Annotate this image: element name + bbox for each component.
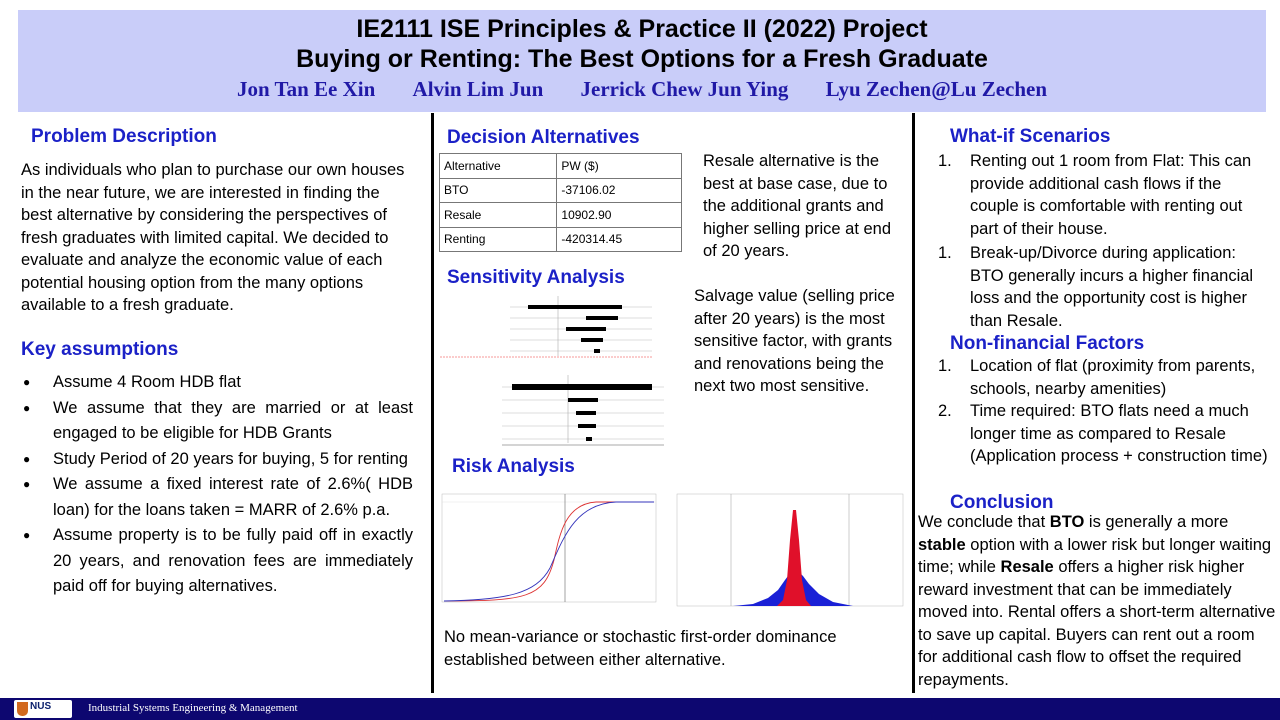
department-name: Industrial Systems Engineering & Management <box>88 702 298 714</box>
table-header-cell: Alternative <box>440 154 557 179</box>
risk-analysis-heading: Risk Analysis <box>452 456 575 477</box>
decision-note: Resale alternative is the best at base case, due to the additional grants and higher selling price at end of 20 years. <box>703 152 892 260</box>
table-row <box>440 178 682 203</box>
poster-header <box>18 10 1266 112</box>
list-number: 2. <box>938 402 952 420</box>
list-item-text: Location of flat (proximity from parents, schools, nearby amenities) <box>970 357 1256 398</box>
author-name: Lyu Zechen@Lu Zechen <box>825 77 1048 101</box>
table-cell: -420314.45 <box>557 227 682 252</box>
list-item-text: Renting out 1 room from Flat: This can provide additional cash flows if the couple is comfortable with renting out part of their house. <box>970 152 1252 238</box>
what-if-list <box>936 150 1274 332</box>
list-number: 1. <box>938 152 952 170</box>
sensitivity-analysis-heading: Sensitivity Analysis <box>447 267 625 288</box>
table-row <box>440 227 682 252</box>
conclusion-fragment: We conclude that <box>918 513 1050 531</box>
conclusion-text <box>918 511 1276 691</box>
tornado-chart-graphic <box>436 290 668 368</box>
tornado-chart-resale <box>448 369 674 457</box>
assumptions-list <box>21 370 413 600</box>
conclusion-emphasis: BTO <box>1049 513 1085 531</box>
column-divider <box>431 113 434 693</box>
list-item-text: Break-up/Divorce during application: BTO generally incurs a higher financial loss and the opportunity cost is higher than Resale. <box>970 244 1254 330</box>
list-number: 1. <box>938 244 952 262</box>
conclusion-emphasis: stable <box>918 535 966 554</box>
list-item: ● We assume that they are married or at least engaged to be eligible for HDB Grants <box>21 396 413 447</box>
list-item <box>936 355 1276 400</box>
table-cell: -37106.02 <box>557 178 682 203</box>
list-item <box>936 400 1276 468</box>
author-name: Jerrick Chew Jun Ying <box>580 77 789 101</box>
tornado-chart-bto <box>436 290 668 368</box>
conclusion-emphasis: Resale <box>1000 558 1054 576</box>
problem-description-text: As individuals who plan to purchase our own houses in the near future, we are interested in finding the best alternative by considering the perspectives of fresh graduates with limited capital. We decided to evaluate and analyze the economic value of each potential housing option from the many options available to a fresh graduate. <box>21 161 405 314</box>
nus-logo <box>14 700 72 718</box>
conclusion-heading: Conclusion <box>950 492 1054 513</box>
key-assumptions-heading: Key assumptions <box>21 339 179 360</box>
histogram-distribution-chart <box>673 480 905 610</box>
conclusion-fragment: is generally a more <box>1084 513 1229 531</box>
list-item: ● We assume a fixed interest rate of 2.6%( HDB loan) for the loans taken = MARR of 2.6% p.a. <box>21 472 413 523</box>
conclusion-fragment: offers a higher risk higher reward investment that can be immediately moved into. Rental offers a short-term alternative to save up capital. Buyers can rent out a room for additional cash flow to offset the required repayments. <box>918 558 1276 689</box>
list-item <box>936 150 1274 240</box>
sensitivity-note: Salvage value (selling price after 20 years) is the most sensitive factor, with grants and renovations being the next two most sensitive. <box>694 287 895 395</box>
problem-description-heading: Problem Description <box>31 126 217 147</box>
author-list <box>18 74 1266 104</box>
histogram-chart-graphic <box>673 480 905 610</box>
logo-text: NUS <box>30 701 52 712</box>
alternatives-table <box>439 153 682 252</box>
table-header-cell: PW ($) <box>557 154 682 179</box>
poster-title-line2: Buying or Renting: The Best Options for a Fresh Graduate <box>296 45 988 73</box>
cdf-chart-graphic <box>436 480 662 610</box>
table-row <box>440 203 682 228</box>
what-if-heading: What-if Scenarios <box>950 126 1111 147</box>
non-financial-list <box>936 355 1276 468</box>
tornado-chart-graphic <box>448 369 674 457</box>
poster-title-line1: IE2111 ISE Principles & Practice II (2022) Project <box>356 15 928 43</box>
cdf-distribution-chart <box>436 480 662 610</box>
table-cell: 10902.90 <box>557 203 682 228</box>
table-header-row <box>440 154 682 179</box>
risk-note: No mean-variance or stochastic first-order dominance established between either alternative. <box>444 628 837 669</box>
non-financial-heading: Non-financial Factors <box>950 333 1145 354</box>
author-name: Alvin Lim Jun <box>412 77 544 101</box>
table-cell: Resale <box>440 203 557 228</box>
list-item <box>936 242 1274 332</box>
list-item: ● Assume 4 Room HDB flat <box>21 370 413 396</box>
table-cell: BTO <box>440 178 557 203</box>
list-item-text: Time required: BTO flats need a much longer time as compared to Resale (Application process + construction time) <box>970 402 1268 465</box>
column-divider <box>912 113 915 693</box>
decision-alternatives-heading: Decision Alternatives <box>447 127 640 148</box>
conclusion-fragment: option with a lower risk but longer waiting time; while <box>918 535 1272 576</box>
footer-bar <box>0 698 1280 720</box>
list-number: 1. <box>938 357 952 375</box>
list-item: ● Assume property is to be fully paid off in exactly 20 years, and renovation fees are immediately paid off for buying alternatives. <box>21 523 413 600</box>
list-item: ● Study Period of 20 years for buying, 5 for renting <box>21 447 413 473</box>
crest-icon <box>17 702 28 716</box>
table-cell: Renting <box>440 227 557 252</box>
author-name: Jon Tan Ee Xin <box>236 77 376 101</box>
